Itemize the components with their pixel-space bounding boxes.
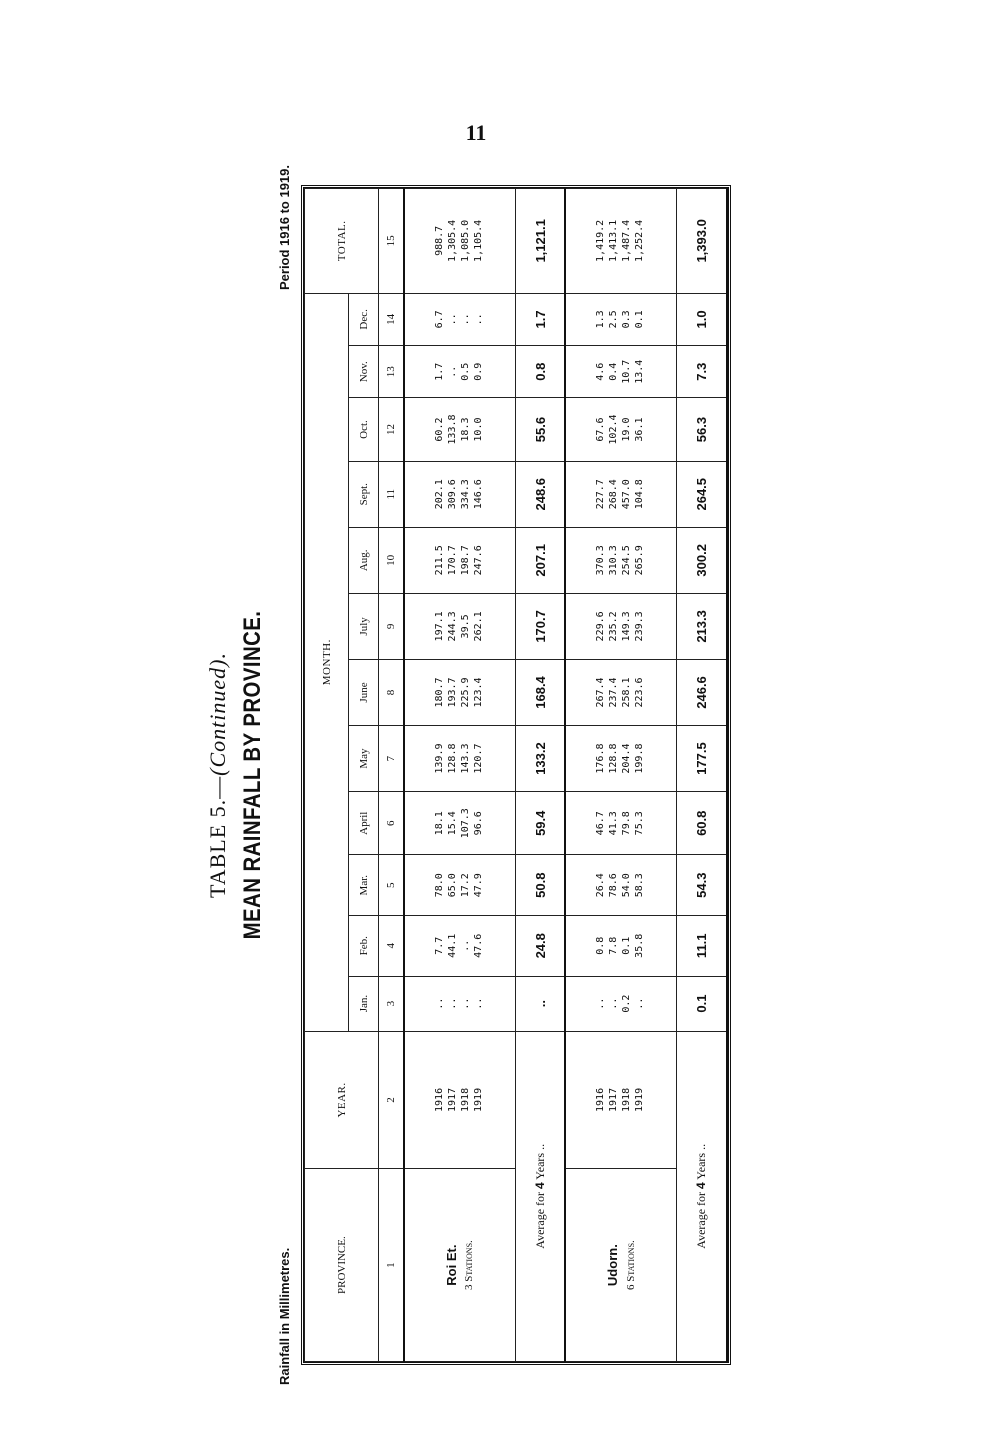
average-value: 170.7 [515, 593, 565, 659]
value-cell: 128.8 [608, 743, 620, 774]
month-values-mar [565, 855, 676, 916]
value-cell: 7.8 [608, 936, 620, 955]
month-values-jun [404, 659, 515, 725]
average-value: 59.4 [515, 792, 565, 855]
average-value: 177.5 [677, 726, 727, 792]
value-cell: 1,105.4 [472, 219, 484, 262]
value-cell: 60.2 [433, 417, 445, 442]
column-number: 8 [379, 659, 405, 725]
month-nov: Nov. [349, 346, 379, 398]
month-values-apr [404, 792, 515, 855]
month-sep: Sept. [349, 461, 379, 527]
average-value: 0.8 [515, 346, 565, 398]
value-cell: 58.3 [634, 873, 646, 898]
average-value: 54.3 [677, 855, 727, 916]
value-cell: 235.2 [608, 611, 620, 642]
value-cell: 67.6 [595, 417, 607, 442]
value-cell: 0.4 [608, 362, 620, 381]
column-number: 5 [379, 855, 405, 916]
value-cell: 7.7 [433, 936, 445, 955]
average-label [677, 1031, 727, 1361]
value-cell: 6.7 [433, 310, 445, 329]
value-cell: .. [446, 997, 458, 1010]
month-values-oct [565, 398, 676, 461]
value-cell: 244.3 [446, 611, 458, 642]
column-number: 4 [379, 915, 405, 976]
month-values-may [565, 726, 676, 792]
month-values-nov [404, 346, 515, 398]
value-cell: 102.4 [608, 414, 620, 445]
station-count: 6 Stations. [624, 1240, 637, 1291]
year-list [565, 1031, 676, 1169]
value-cell: 13.4 [634, 359, 646, 384]
month-values-jan [404, 976, 515, 1031]
value-cell: 204.4 [621, 743, 633, 774]
page-number: 11 [465, 120, 487, 145]
value-cell: 123.4 [472, 677, 484, 708]
month-values-feb [404, 915, 515, 976]
value-cell: .. [433, 997, 445, 1010]
value-cell: 18.1 [433, 811, 445, 836]
table-title-continued: (Continued). [205, 652, 230, 776]
value-cell: .. [446, 365, 458, 378]
month-values-aug [404, 527, 515, 593]
value-cell: 309.6 [446, 479, 458, 510]
column-number: 7 [379, 726, 405, 792]
column-number: 10 [379, 527, 405, 593]
month-feb: Feb. [349, 915, 379, 976]
value-cell: 1919 [634, 1087, 646, 1112]
value-cell: 1917 [608, 1087, 620, 1112]
month-values-oct [404, 398, 515, 461]
month-values-mar [404, 855, 515, 916]
average-value: 264.5 [677, 461, 727, 527]
average-row [677, 189, 727, 1362]
average-value: 55.6 [515, 398, 565, 461]
average-value: 1.7 [515, 293, 565, 345]
value-cell: 0.3 [621, 310, 633, 329]
month-values-sep [404, 461, 515, 527]
average-value: .. [515, 976, 565, 1031]
value-cell: 199.8 [634, 743, 646, 774]
column-number: 14 [379, 293, 405, 345]
value-cell: 1,487.4 [621, 219, 633, 262]
value-cell: 139.9 [433, 743, 445, 774]
value-cell: 1919 [472, 1087, 484, 1112]
month-values-dec [404, 293, 515, 345]
value-cell: 1,419.2 [595, 219, 607, 262]
value-cell: 1.7 [433, 362, 445, 381]
average-value: 246.6 [677, 659, 727, 725]
value-cell: .. [459, 997, 471, 1010]
value-cell: 457.0 [621, 479, 633, 510]
province-data-row [404, 189, 515, 1362]
value-cell: 133.8 [446, 414, 458, 445]
month-values-jan [565, 976, 676, 1031]
value-cell: 4.6 [595, 362, 607, 381]
rotated-table-area [205, 165, 748, 1385]
value-cell: 0.1 [621, 936, 633, 955]
average-value: 11.1 [677, 915, 727, 976]
value-cell: 0.8 [595, 936, 607, 955]
value-cell: 0.9 [472, 362, 484, 381]
value-cell: 202.1 [433, 479, 445, 510]
value-cell: .. [595, 997, 607, 1010]
average-label-text: Average for [694, 1191, 709, 1249]
value-cell: 10.7 [621, 359, 633, 384]
province-name: Udorn. [605, 1244, 621, 1287]
value-cell: 193.7 [446, 677, 458, 708]
value-cell: 18.3 [459, 417, 471, 442]
value-cell: 146.6 [472, 479, 484, 510]
value-cell: 65.0 [446, 873, 458, 898]
column-number: 11 [379, 461, 405, 527]
value-cell: 104.8 [634, 479, 646, 510]
average-label-dots: .. [532, 1143, 547, 1150]
average-label-years: 4 [694, 1182, 709, 1189]
month-values-jul [404, 593, 515, 659]
value-cell: 265.9 [634, 545, 646, 576]
value-cell: 96.6 [472, 811, 484, 836]
month-values-jul [565, 593, 676, 659]
value-cell: 75.3 [634, 811, 646, 836]
average-value: 1,393.0 [677, 189, 727, 294]
average-value: 56.3 [677, 398, 727, 461]
total-values [565, 189, 676, 294]
value-cell: 180.7 [433, 677, 445, 708]
value-cell: 1.3 [595, 310, 607, 329]
value-cell: .. [634, 997, 646, 1010]
table-title [205, 165, 231, 1385]
value-cell: 1916 [433, 1087, 445, 1112]
month-may: May [349, 726, 379, 792]
month-aug: Aug. [349, 527, 379, 593]
value-cell: 17.2 [459, 873, 471, 898]
rainfall-table [304, 188, 728, 1362]
value-cell: 197.1 [433, 611, 445, 642]
column-number: 6 [379, 792, 405, 855]
average-value: 300.2 [677, 527, 727, 593]
month-values-sep [565, 461, 676, 527]
month-values-feb [565, 915, 676, 976]
value-cell: 310.3 [608, 545, 620, 576]
province-cell [404, 1169, 515, 1362]
average-label-unit: Years [694, 1152, 709, 1180]
average-value: 24.8 [515, 915, 565, 976]
value-cell: 120.7 [472, 743, 484, 774]
value-cell: 128.8 [446, 743, 458, 774]
month-dec: Dec. [349, 293, 379, 345]
value-cell: 78.6 [608, 873, 620, 898]
province-name: Roi Et. [443, 1244, 459, 1286]
value-cell: .. [472, 313, 484, 326]
value-cell: 1,305.4 [446, 219, 458, 262]
average-label [515, 1031, 565, 1361]
units-note: Rainfall in Millimetres. [277, 1247, 292, 1385]
value-cell: .. [459, 313, 471, 326]
average-label-unit: Years [532, 1152, 547, 1180]
average-value: 50.8 [515, 855, 565, 916]
value-cell: 370.3 [595, 545, 607, 576]
column-number: 3 [379, 976, 405, 1031]
value-cell: 47.6 [472, 933, 484, 958]
province-data-row [565, 189, 676, 1362]
value-cell: 19.0 [621, 417, 633, 442]
average-value: 248.6 [515, 461, 565, 527]
column-number: 13 [379, 346, 405, 398]
year-header: YEAR. [305, 1031, 379, 1169]
value-cell: 223.6 [634, 677, 646, 708]
rainfall-table-frame [301, 185, 731, 1365]
value-cell: 36.1 [634, 417, 646, 442]
month-mar: Mar. [349, 855, 379, 916]
month-values-dec [565, 293, 676, 345]
value-cell: 237.4 [608, 677, 620, 708]
value-cell: 47.9 [472, 873, 484, 898]
value-cell: 79.8 [621, 811, 633, 836]
value-cell: 44.1 [446, 933, 458, 958]
value-cell: 1918 [459, 1087, 471, 1112]
average-row [515, 189, 565, 1362]
month-values-may [404, 726, 515, 792]
month-jul: July [349, 593, 379, 659]
value-cell: 247.6 [472, 545, 484, 576]
value-cell: 46.7 [595, 811, 607, 836]
column-number: 12 [379, 398, 405, 461]
value-cell: 35.8 [634, 933, 646, 958]
value-cell: 1916 [595, 1087, 607, 1112]
value-cell: 1,252.4 [634, 219, 646, 262]
month-jun: June [349, 659, 379, 725]
month-jan: Jan. [349, 976, 379, 1031]
average-value: 133.2 [515, 726, 565, 792]
average-value: 0.1 [677, 976, 727, 1031]
value-cell: 170.7 [446, 545, 458, 576]
table-title-main: TABLE 5.— [205, 775, 230, 898]
average-value: 7.3 [677, 346, 727, 398]
value-cell: 54.0 [621, 873, 633, 898]
column-number: 9 [379, 593, 405, 659]
average-label-years: 4 [532, 1182, 547, 1189]
value-cell: .. [446, 313, 458, 326]
value-cell: 0.1 [634, 310, 646, 329]
value-cell: 39.5 [459, 614, 471, 639]
value-cell: 15.4 [446, 811, 458, 836]
month-apr: April [349, 792, 379, 855]
average-value: 168.4 [515, 659, 565, 725]
province-cell [565, 1169, 676, 1362]
month-values-aug [565, 527, 676, 593]
province-header: PROVINCE. [305, 1169, 379, 1362]
average-value: 60.8 [677, 792, 727, 855]
year-list [404, 1031, 515, 1169]
month-values-nov [565, 346, 676, 398]
value-cell: 107.3 [459, 808, 471, 839]
value-cell: 1,085.0 [459, 219, 471, 262]
value-cell: 262.1 [472, 611, 484, 642]
value-cell: 268.4 [608, 479, 620, 510]
month-values-jun [565, 659, 676, 725]
total-values [404, 189, 515, 294]
total-header: TOTAL. [305, 189, 379, 294]
value-cell: 78.0 [433, 873, 445, 898]
value-cell: 258.1 [621, 677, 633, 708]
table-subtitle: MEAN RAINFALL BY PROVINCE. [239, 610, 266, 940]
column-number: 2 [379, 1031, 405, 1169]
value-cell: .. [472, 997, 484, 1010]
value-cell: 0.2 [621, 994, 633, 1013]
average-value: 207.1 [515, 527, 565, 593]
average-label-dots: .. [694, 1143, 709, 1150]
average-value: 1.0 [677, 293, 727, 345]
value-cell: 1917 [446, 1087, 458, 1112]
value-cell: 229.6 [595, 611, 607, 642]
value-cell: 41.3 [608, 811, 620, 836]
value-cell: 0.5 [459, 362, 471, 381]
value-cell: 143.3 [459, 743, 471, 774]
average-value: 213.3 [677, 593, 727, 659]
month-oct: Oct. [349, 398, 379, 461]
value-cell: 225.9 [459, 677, 471, 708]
value-cell: 2.5 [608, 310, 620, 329]
value-cell: 149.3 [621, 611, 633, 642]
value-cell: 1,413.1 [608, 219, 620, 262]
value-cell: 227.7 [595, 479, 607, 510]
value-cell: 334.3 [459, 479, 471, 510]
month-header: MONTH. [305, 293, 349, 1031]
value-cell: 988.7 [433, 225, 445, 256]
value-cell: 26.4 [595, 873, 607, 898]
value-cell: 176.8 [595, 743, 607, 774]
period-note: Period 1916 to 1919. [277, 165, 292, 291]
average-value: 1,121.1 [515, 189, 565, 294]
value-cell: 211.5 [433, 545, 445, 576]
value-cell: .. [459, 939, 471, 952]
value-cell: 198.7 [459, 545, 471, 576]
column-number: 1 [379, 1169, 405, 1362]
table-body [404, 189, 727, 1362]
average-label-text: Average for [532, 1191, 547, 1249]
value-cell: 10.0 [472, 417, 484, 442]
station-count: 3 Stations. [463, 1240, 476, 1291]
value-cell: 267.4 [595, 677, 607, 708]
value-cell: 1918 [621, 1087, 633, 1112]
value-cell: 239.3 [634, 611, 646, 642]
column-number: 15 [379, 189, 405, 294]
value-cell: 254.5 [621, 545, 633, 576]
value-cell: .. [608, 997, 620, 1010]
month-values-apr [565, 792, 676, 855]
